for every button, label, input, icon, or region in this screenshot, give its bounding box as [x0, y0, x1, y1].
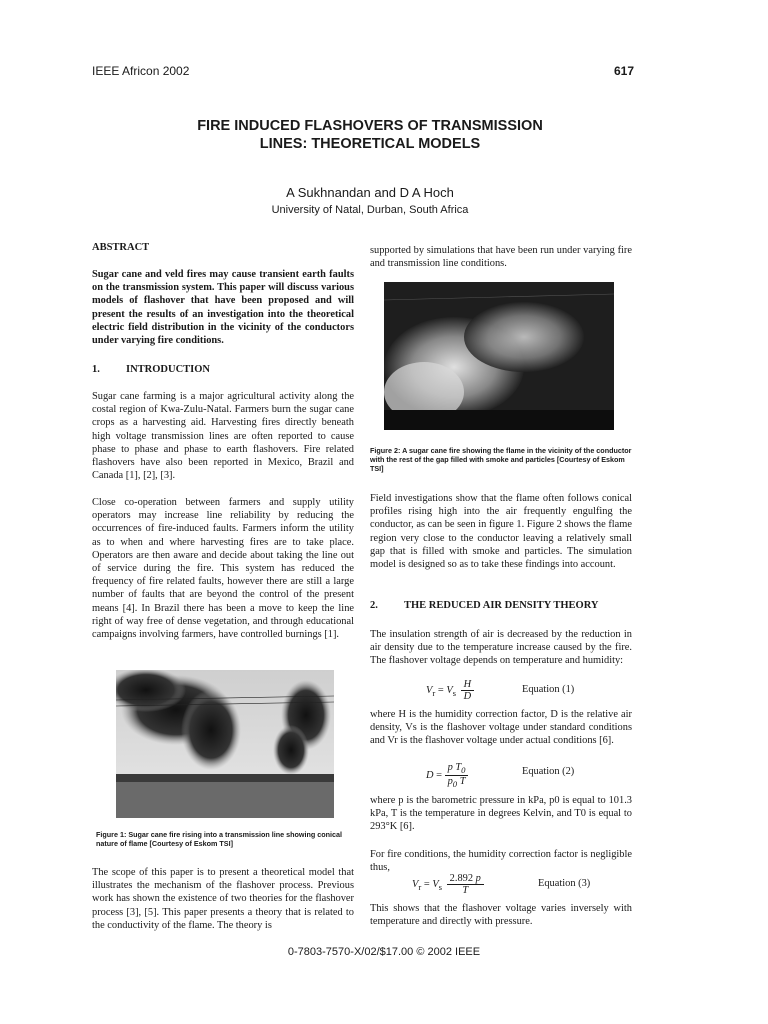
authors: A Sukhnandan and D A Hoch [286, 185, 454, 200]
intro-paragraph-2: Close co-operation between farmers and supply utility operators may increase line reliability by reducing the occurrences of fire-induced faults. Farmers inform the utility as to when and where harvesting fires are to take place. Operators are then aware and decide about taking the line out of service during the fire. This system has reduced the frequency of fire related faults, however there are still a large number of faults that are beyond the control of the present means [4]. In Brazil there has been a move to keep the line right of way free of dense vegetation, and through educational campaigns involving farmers, have controlled burnings [1]. [92, 497, 354, 641]
section-2-paragraph-3: where p is the barometric pressure in kPa, p0 is equal to 101.3 kPa, T is the temperature in degrees Kelvin, and T0 is equal to 293°K [6]. [370, 795, 632, 833]
equation-3-constant: 2.892 [449, 873, 474, 884]
figure-2-photo [384, 282, 614, 430]
copyright-footer: 0-7803-7570-X/02/$17.00 © 2002 IEEE [287, 946, 481, 958]
figure-2-caption: Figure 2: A sugar cane fire showing the flame in the vicinity of the conductor with the rest of the gap filled with smoke and particles [Courtesy of Eskom TSI] [370, 446, 632, 474]
section-2-number: 2. [370, 600, 378, 611]
title-line-2: LINES: THEORETICAL MODELS [259, 136, 481, 152]
section-2-paragraph-2: where H is the humidity correction factor, D is the relative air density, Vs is the flashover voltage under standard conditions and Vr is the flashover voltage under actual conditions [6]. [370, 709, 632, 747]
equation-2: D = $\frac{p T_0}{p_0 T}$ [426, 762, 468, 789]
equation-3: $V_r = V_s$ $\frac{2.892 p}{T}$ [412, 873, 484, 896]
equation-1-label: Equation (1) [522, 684, 575, 695]
section-2-paragraph-1: The insulation strength of air is decreased by the reduction in air density due to the temperature increase caused by the fire. The flashover voltage depends on temperature and humidity: [370, 629, 632, 667]
section-1-title: INTRODUCTION [126, 364, 211, 375]
abstract-heading: ABSTRACT [92, 242, 150, 253]
equation-2-label: Equation (2) [522, 766, 575, 777]
section-2-paragraph-4: For fire conditions, the humidity correction factor is negligible thus, [370, 849, 632, 874]
sugar-cane-fire-image [116, 670, 334, 818]
figure-1-photo [116, 670, 334, 818]
section-1-number: 1. [92, 364, 100, 375]
equation-1: $V_r = V_s$ $\frac{H}{D}$ [426, 679, 474, 702]
affiliation: University of Natal, Durban, South Africa [271, 204, 469, 216]
page-number: 617 [613, 64, 634, 78]
paper-title [120, 117, 620, 153]
section-2-title: THE REDUCED AIR DENSITY THEORY [404, 600, 599, 611]
conference-name: IEEE Africon 2002 [92, 64, 190, 78]
flame-conductor-image [384, 282, 614, 430]
figure-1-caption: Figure 1: Sugar cane fire rising into a transmission line showing conical nature of flame [Courtesy of Eskom TSI] [96, 830, 343, 849]
abstract-body: Sugar cane and veld fires may cause transient earth faults on the transmission system. This paper will discuss various models of flashover that have been proposed and will present the results of an investigation into the theoretical electric field distribution in the vicinity of the conductors under varying fire conditions. [92, 269, 354, 347]
right-column-intro: supported by simulations that have been run under varying fire and transmission line conditions. [370, 245, 632, 270]
intro-paragraph-1: Sugar cane farming is a major agricultural activity along the costal region of Kwa-Zulu-Natal. Farmers burn the sugar cane crops as a harvesting aid. Harvesting fires directly beneath high voltage transmission lines are often reported to cause phase to phase and phase to earth flashovers. Fire related flashovers have also been reported in Mexico, Brazil and Canada [1], [2], [3]. [92, 391, 354, 482]
section-1-heading [92, 364, 210, 375]
right-column-paragraph-2: Field investigations show that the flame often follows conical profiles rising high into the air frequently engulfing the conductor, as can be seen in figure 1. Figure 2 shows the flame region very close to the conductor leaving a relatively small gap that is filled with smoke and particles. The simulation model is designed so as to take these findings into account. [370, 493, 632, 571]
title-line-1: FIRE INDUCED FLASHOVERS OF TRANSMISSION [197, 118, 543, 134]
equation-3-label: Equation (3) [538, 878, 591, 889]
section-2-paragraph-5: This shows that the flashover voltage varies inversely with temperature and directly with pressure. [370, 903, 632, 928]
intro-paragraph-3: The scope of this paper is to present a theoretical model that illustrates the mechanism of the flashover process. Previous work has shown the existence of two theories for the flashover process [3], [5]. This paper presents a theory that is related to the conductivity of the flame. The theory is [92, 867, 354, 931]
section-2-heading [370, 600, 599, 611]
